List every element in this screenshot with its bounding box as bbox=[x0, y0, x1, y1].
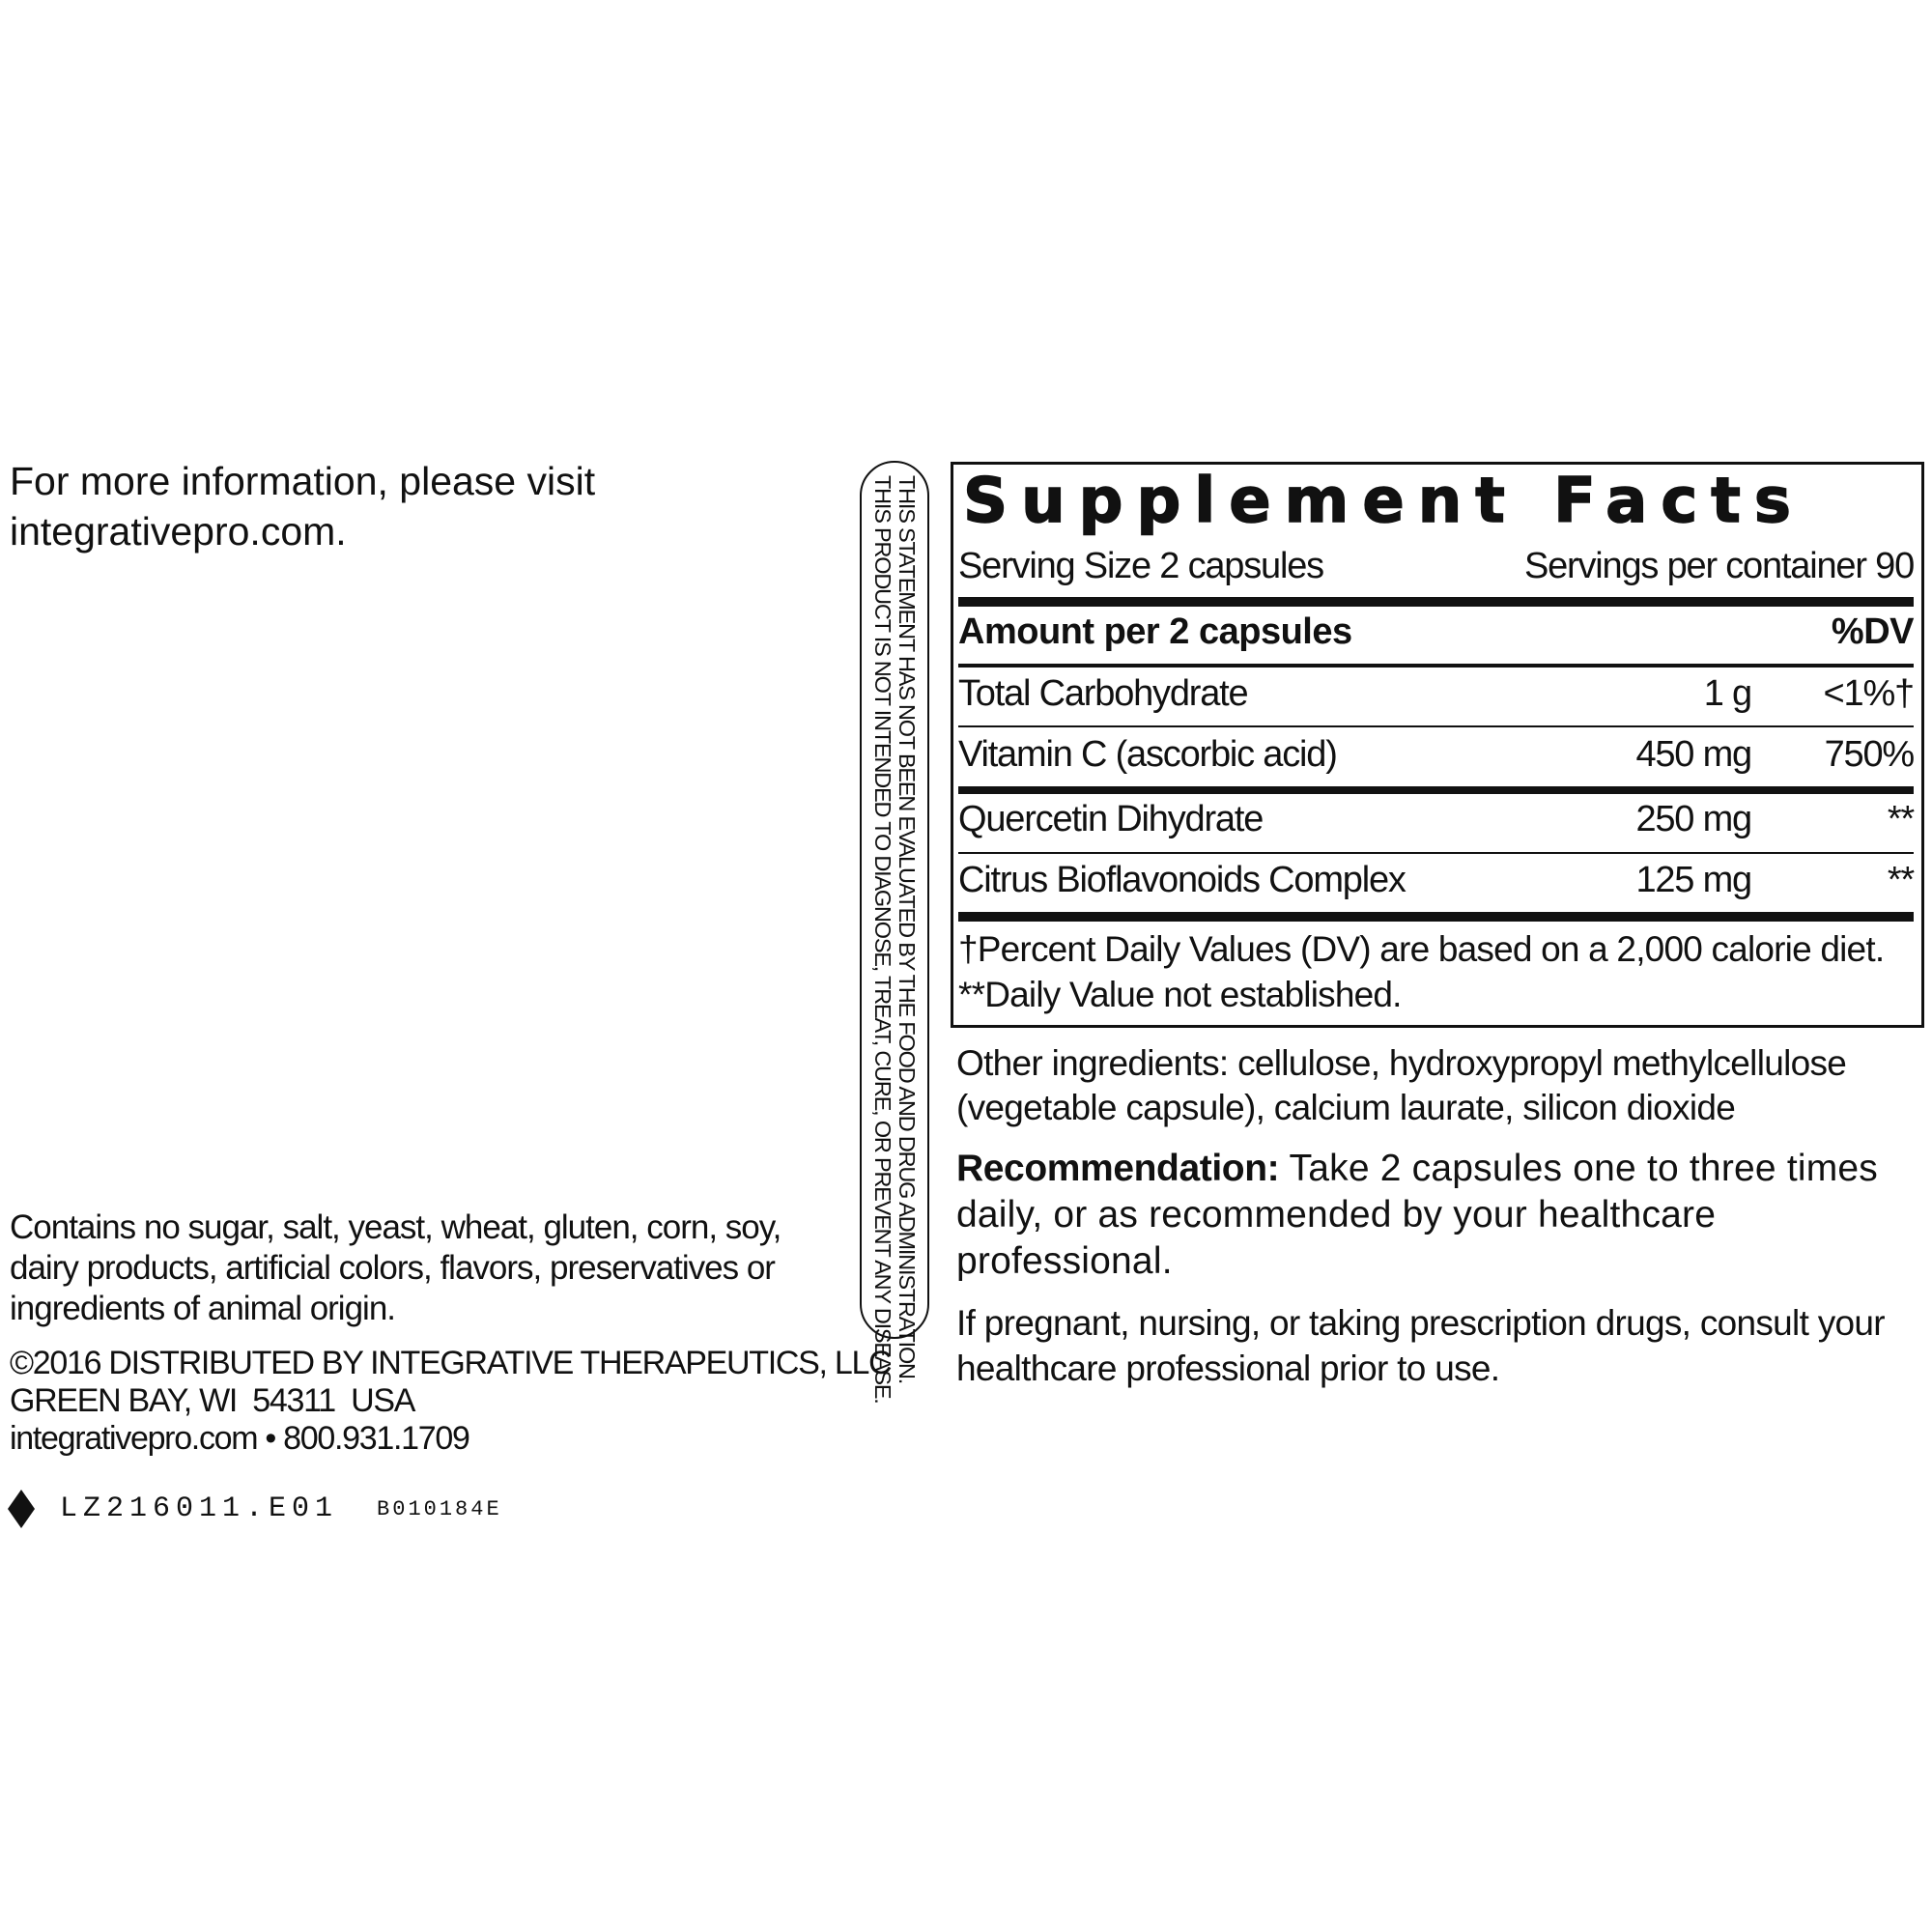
nutrient-amount: 1 g bbox=[1703, 673, 1751, 714]
nutrient-row bbox=[958, 799, 1914, 845]
lot-line bbox=[8, 1490, 502, 1528]
distributor-line-contact: integrativepro.com • 800.931.1709 bbox=[10, 1420, 469, 1457]
nutrient-name: Citrus Bioflavonoids Complex bbox=[958, 860, 1406, 900]
distributor-info bbox=[10, 1345, 892, 1458]
nutrient-dv: <1%† bbox=[1823, 673, 1914, 714]
amount-per-serving-header: Amount per 2 capsules bbox=[958, 611, 1352, 652]
nutrient-row bbox=[958, 673, 1914, 720]
servings-per-container: Servings per container 90 bbox=[1523, 546, 1914, 586]
fda-disclaimer-text bbox=[870, 474, 920, 1404]
nutrient-name: Vitamin C (ascorbic acid) bbox=[958, 734, 1337, 775]
nutrient-row bbox=[958, 734, 1914, 781]
nutrient-name: Total Carbohydrate bbox=[958, 673, 1248, 714]
thick-rule bbox=[958, 912, 1914, 922]
facts-footnotes bbox=[958, 926, 1914, 1017]
nutrient-amount: 450 mg bbox=[1635, 734, 1751, 775]
nutrient-row bbox=[958, 860, 1914, 906]
fda-disclaimer-box bbox=[860, 461, 929, 1404]
supplement-facts-panel bbox=[951, 462, 1924, 1028]
pregnancy-warning: If pregnant, nursing, or taking prescription drugs, consult your healthcare professional prior to use. bbox=[956, 1303, 1885, 1388]
supplement-facts-title: Supplement Facts bbox=[963, 466, 1804, 537]
distributor-line-copyright: ©2016 DISTRIBUTED BY INTEGRATIVE THERAPEUTICS, LLC bbox=[10, 1345, 892, 1381]
thin-rule bbox=[958, 852, 1914, 854]
black-diamond-icon bbox=[8, 1490, 35, 1528]
fda-disclaimer-line-1: THIS STATEMENT HAS NOT BEEN EVALUATED BY THE FOOD AND DRUG ADMINISTRATION. bbox=[895, 474, 920, 1383]
recommendation-text: Take 2 capsules one to three times daily, or as recommended by your healthcare professional. bbox=[956, 1148, 1879, 1282]
serving-info-row bbox=[958, 546, 1914, 592]
distributor-line-address: GREEN BAY, WI 54311 USA bbox=[10, 1382, 415, 1419]
serving-size: Serving Size 2 capsules bbox=[958, 546, 1323, 586]
thick-rule bbox=[958, 597, 1914, 607]
nutrient-name: Quercetin Dihydrate bbox=[958, 799, 1264, 839]
lot-code: LZ216011.E01 bbox=[60, 1492, 339, 1525]
amount-header-row bbox=[958, 611, 1914, 658]
fda-disclaimer-line-2: THIS PRODUCT IS NOT INTENDED TO DIAGNOSE, TREAT, CURE, OR PREVENT ANY DISEASE. bbox=[870, 474, 895, 1404]
nutrient-amount: 125 mg bbox=[1635, 860, 1751, 900]
footnote-not-established: **Daily Value not established. bbox=[958, 975, 1402, 1014]
nutrient-amount: 250 mg bbox=[1635, 799, 1751, 839]
recommendation bbox=[956, 1146, 1903, 1285]
batch-code: B010184E bbox=[377, 1496, 502, 1521]
footnote-daily-values: †Percent Daily Values (DV) are based on a 2,000 calorie diet. bbox=[958, 929, 1885, 969]
allergen-statement: Contains no sugar, salt, yeast, wheat, gluten, corn, soy, dairy products, artificial colors, flavors, preservatives or ingredients of animal origin. bbox=[10, 1208, 781, 1327]
nutrient-dv: ** bbox=[1887, 860, 1914, 900]
nutrient-dv: 750% bbox=[1824, 734, 1914, 775]
thin-rule bbox=[958, 725, 1914, 727]
dv-header: %DV bbox=[1831, 611, 1914, 652]
medium-rule bbox=[958, 664, 1914, 668]
thick-rule bbox=[958, 786, 1914, 794]
recommendation-label: Recommendation: bbox=[956, 1148, 1280, 1189]
other-ingredients: Other ingredients: cellulose, hydroxypropyl methylcellulose (vegetable capsule), calcium laurate, silicon dioxide bbox=[956, 1043, 1847, 1127]
nutrient-dv: ** bbox=[1887, 799, 1914, 839]
more-info-text: For more information, please visit integrativepro.com. bbox=[10, 459, 596, 554]
